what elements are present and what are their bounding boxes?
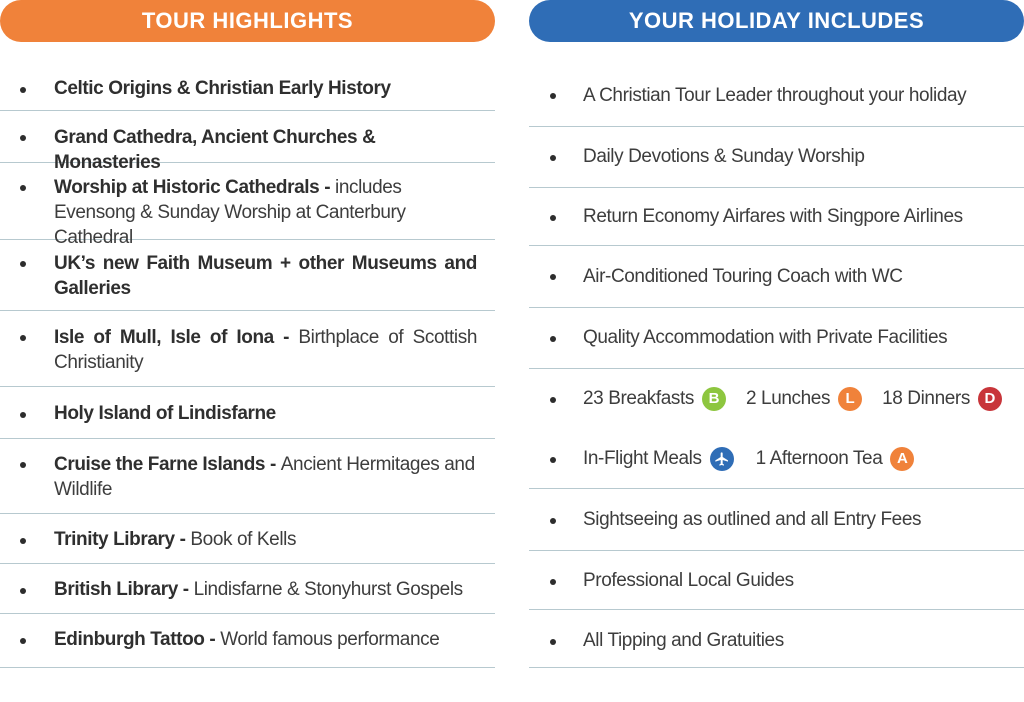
afternoon-tea-badge-icon: A bbox=[890, 447, 914, 471]
bullet-icon bbox=[550, 215, 556, 221]
highlight-item bbox=[0, 311, 495, 387]
highlight-bold: Celtic Origins & Christian Early History bbox=[54, 78, 391, 99]
highlight-bold: UK’s new Faith Museum + other Museums and Galleries bbox=[54, 253, 477, 299]
highlight-item bbox=[0, 387, 495, 439]
bullet-icon bbox=[550, 579, 556, 585]
bullet-icon bbox=[550, 518, 556, 524]
lunches-text: 2 Lunches bbox=[745, 388, 831, 409]
include-text: Sightseeing as outlined and all Entry Fees bbox=[583, 509, 922, 530]
include-text: Professional Local Guides bbox=[583, 570, 794, 591]
highlight-rest: World famous performance bbox=[220, 629, 440, 650]
meals-item bbox=[529, 369, 1024, 429]
bullet-icon bbox=[20, 412, 26, 418]
bullet-icon bbox=[20, 335, 26, 341]
bullet-icon bbox=[20, 462, 26, 468]
plane-icon bbox=[710, 447, 734, 471]
bullet-icon bbox=[20, 538, 26, 544]
highlight-bold: Trinity Library - bbox=[54, 529, 191, 550]
dinners-text: 18 Dinners bbox=[882, 388, 970, 409]
inflight-meals-text: In-Flight Meals bbox=[583, 448, 702, 469]
lunch-badge-icon: L bbox=[838, 387, 862, 411]
bullet-icon bbox=[550, 457, 556, 463]
afternoon-tea-text: 1 Afternoon Tea bbox=[755, 448, 883, 469]
tour-highlights-header: TOUR HIGHLIGHTS bbox=[0, 0, 495, 42]
include-text: All Tipping and Gratuities bbox=[583, 630, 784, 651]
bullet-icon bbox=[550, 93, 556, 99]
bullet-icon bbox=[20, 638, 26, 644]
include-item bbox=[529, 610, 1024, 668]
highlight-bold: Isle of Mull, Isle of Iona - bbox=[54, 327, 299, 348]
highlight-bold: Holy Island of Lindisfarne bbox=[54, 403, 276, 424]
include-text: Quality Accommodation with Private Facilities bbox=[583, 327, 948, 348]
highlight-bold: Cruise the Farne Islands - bbox=[54, 454, 281, 475]
bullet-icon bbox=[20, 185, 26, 191]
plane-icon-glyph bbox=[714, 451, 730, 467]
inflight-item bbox=[529, 429, 1024, 489]
highlight-bold: Worship at Historic Cathedrals - bbox=[54, 177, 336, 198]
highlight-rest: Lindisfarne & Stonyhurst Gospels bbox=[193, 579, 463, 600]
highlight-item bbox=[0, 514, 495, 564]
breakfasts-text: 23 Breakfasts bbox=[583, 388, 694, 409]
highlight-item bbox=[0, 240, 495, 311]
highlight-item bbox=[0, 614, 495, 668]
highlight-item bbox=[0, 439, 495, 514]
include-item bbox=[529, 64, 1024, 127]
highlight-bold: Edinburgh Tattoo - bbox=[54, 629, 221, 650]
breakfast-badge-icon: B bbox=[702, 387, 726, 411]
highlight-rest: Book of Kells bbox=[190, 529, 297, 550]
highlight-rest: Ancient Hermitages and Wildlife bbox=[54, 454, 475, 500]
include-item bbox=[529, 127, 1024, 188]
highlight-bold: British Library - bbox=[54, 579, 194, 600]
bullet-icon bbox=[550, 274, 556, 280]
include-item bbox=[529, 246, 1024, 308]
highlight-rest: Birthplace of Scottish Christianity bbox=[54, 327, 477, 373]
include-item bbox=[529, 308, 1024, 369]
holiday-includes-panel bbox=[529, 0, 1024, 651]
bullet-icon bbox=[20, 135, 26, 141]
highlight-item bbox=[0, 564, 495, 614]
highlight-bold: Grand Cathedra, Ancient Churches & Monasteries bbox=[54, 127, 376, 173]
include-text: Return Economy Airfares with Singpore Airlines bbox=[583, 206, 963, 227]
bullet-icon bbox=[550, 336, 556, 342]
bullet-icon bbox=[550, 639, 556, 645]
holiday-includes-header: YOUR HOLIDAY INCLUDES bbox=[529, 0, 1024, 42]
bullet-icon bbox=[20, 588, 26, 594]
highlight-item bbox=[0, 163, 495, 248]
highlight-item bbox=[0, 111, 495, 173]
dinner-badge-icon: D bbox=[978, 387, 1002, 411]
bullet-icon bbox=[20, 261, 26, 267]
highlight-item bbox=[0, 64, 495, 111]
highlight-rest: includes Evensong & Sunday Worship at Canterbury Cathedral bbox=[54, 177, 406, 248]
include-item bbox=[529, 188, 1024, 246]
include-item bbox=[529, 489, 1024, 551]
tour-highlights-panel bbox=[0, 0, 495, 650]
include-text: Air-Conditioned Touring Coach with WC bbox=[583, 266, 903, 287]
include-text: A Christian Tour Leader throughout your holiday bbox=[583, 85, 967, 106]
include-item bbox=[529, 551, 1024, 610]
bullet-icon bbox=[20, 87, 26, 93]
bullet-icon bbox=[550, 155, 556, 161]
include-text: Daily Devotions & Sunday Worship bbox=[583, 146, 865, 167]
bullet-icon bbox=[550, 397, 556, 403]
